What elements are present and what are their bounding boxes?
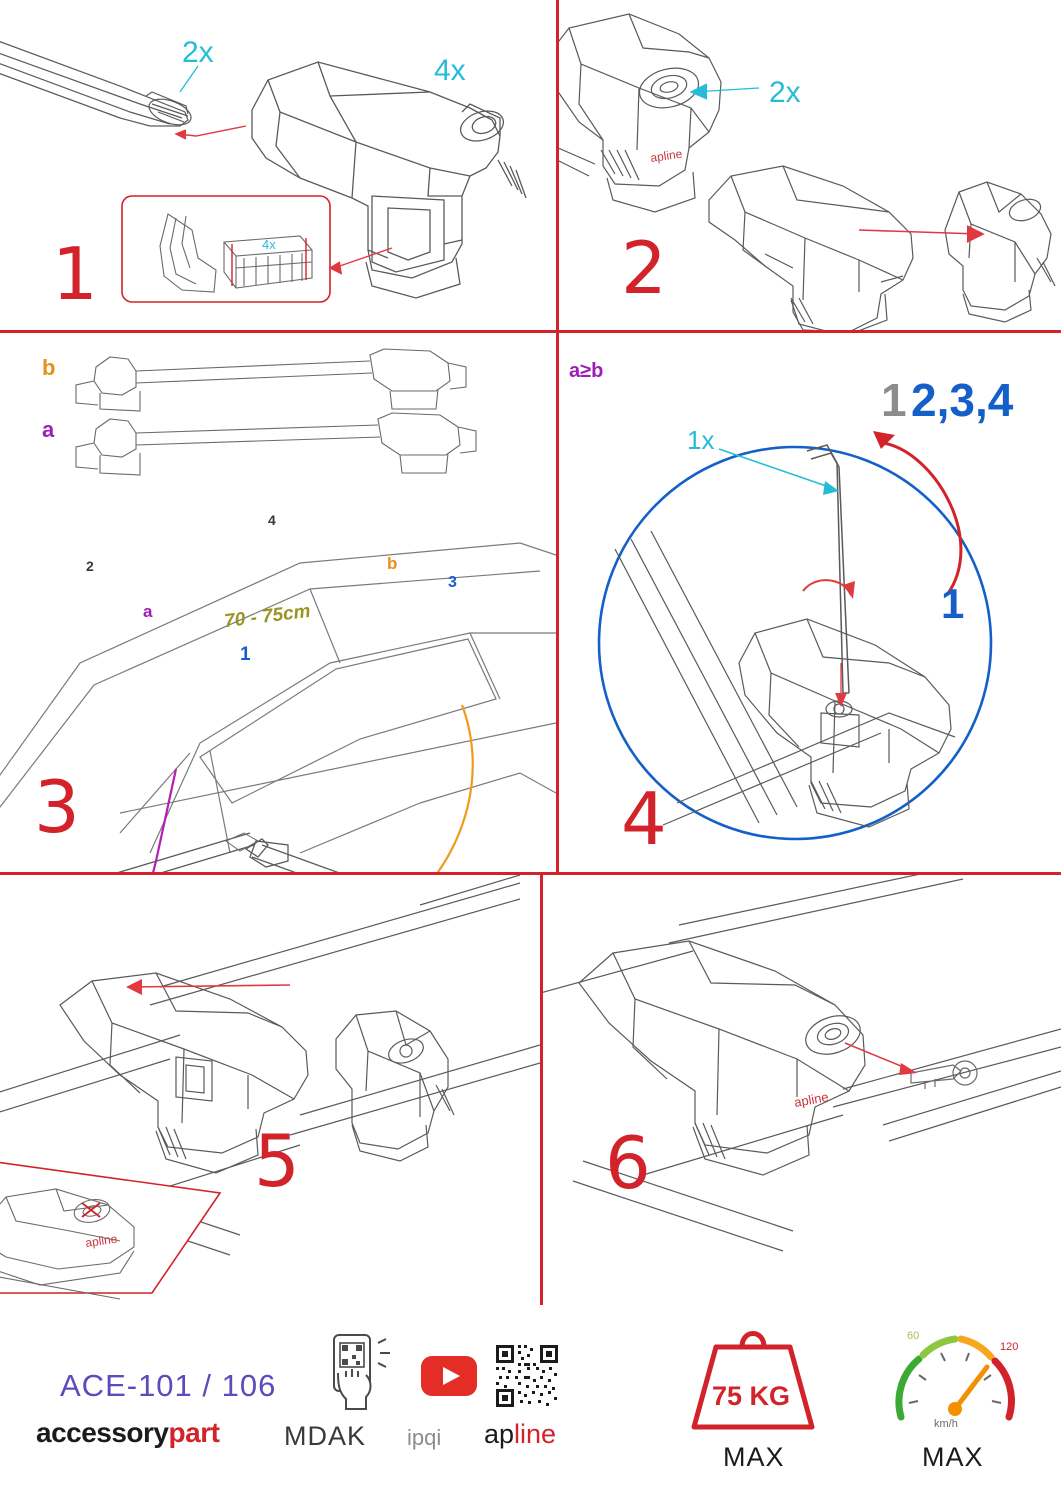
step-5-illustration [0, 875, 540, 1305]
brand-mark-apline: apline [649, 146, 684, 165]
max-load-value: 75 KG [712, 1381, 791, 1411]
annotation-qty-cover: 2x [769, 76, 801, 109]
step-6-illustration [543, 875, 1061, 1305]
step-6-panel [543, 875, 1061, 1305]
annotation-position-3: 3 [448, 574, 457, 591]
brand-mark-apline-step6: apline [792, 1089, 830, 1110]
annotation-order-first: 1 [881, 374, 907, 426]
max-load-caption: MAX [723, 1442, 785, 1472]
logo-apline-part2: line [514, 1419, 557, 1449]
annotation-distance: 70 - 75cm [223, 600, 312, 633]
step-4-panel [559, 333, 1061, 872]
brand-name [36, 1417, 219, 1449]
speed-tick-low: 60 [907, 1330, 920, 1342]
brand-name-part2: part [168, 1417, 220, 1448]
qr-scan-hand-icon [320, 1331, 406, 1413]
logo-mdak: MDAK [284, 1421, 367, 1451]
annotation-bar-b: b [387, 554, 398, 573]
annotation-order-rest: 2,3,4 [911, 374, 1014, 426]
annotation-tighten-first: 1 [941, 580, 965, 627]
step-number-6: 6 [605, 1121, 649, 1205]
brand-mark-apline-inset: apline [84, 1231, 119, 1250]
step-1-panel [0, 0, 556, 330]
logo-apline [484, 1419, 556, 1450]
annotation-qty-pad: 4x [262, 237, 276, 252]
annotation-position-4: 4 [268, 512, 276, 528]
step-number-4: 4 [621, 777, 665, 861]
step-3-illustration [0, 333, 556, 872]
annotation-label-a: a [42, 417, 55, 442]
max-load-icon [686, 1315, 820, 1435]
annotation-qty-rail: 2x [182, 36, 214, 69]
annotation-bar-a: a [143, 602, 153, 621]
step-2-panel [559, 0, 1061, 330]
logo-apline-part1: ap [484, 1419, 515, 1449]
step-5-panel [0, 875, 540, 1305]
product-code: ACE-101 / 106 [60, 1368, 277, 1403]
step-3-panel [0, 333, 556, 872]
annotation-position-2: 2 [86, 558, 94, 574]
annotation-compare-ab: a≥b [569, 360, 604, 382]
speed-unit: km/h [934, 1418, 958, 1430]
max-speed-caption: MAX [922, 1442, 984, 1472]
step-number-2: 2 [621, 226, 665, 310]
step-number-5: 5 [254, 1119, 298, 1203]
annotation-torque-qty: 1x [687, 425, 715, 455]
qr-code-icon [494, 1343, 560, 1409]
annotation-qty-foot: 4x [434, 54, 466, 87]
speed-tick-high: 120 [1000, 1341, 1019, 1353]
footer [0, 1305, 1061, 1500]
logo-ipqi: ipqi [407, 1425, 442, 1450]
annotation-label-b: b [42, 355, 56, 380]
brand-name-part1: accessory [36, 1417, 169, 1448]
annotation-position-1: 1 [240, 644, 251, 665]
youtube-icon[interactable] [420, 1355, 478, 1397]
step-number-3: 3 [34, 765, 78, 849]
step-number-1: 1 [52, 232, 96, 316]
